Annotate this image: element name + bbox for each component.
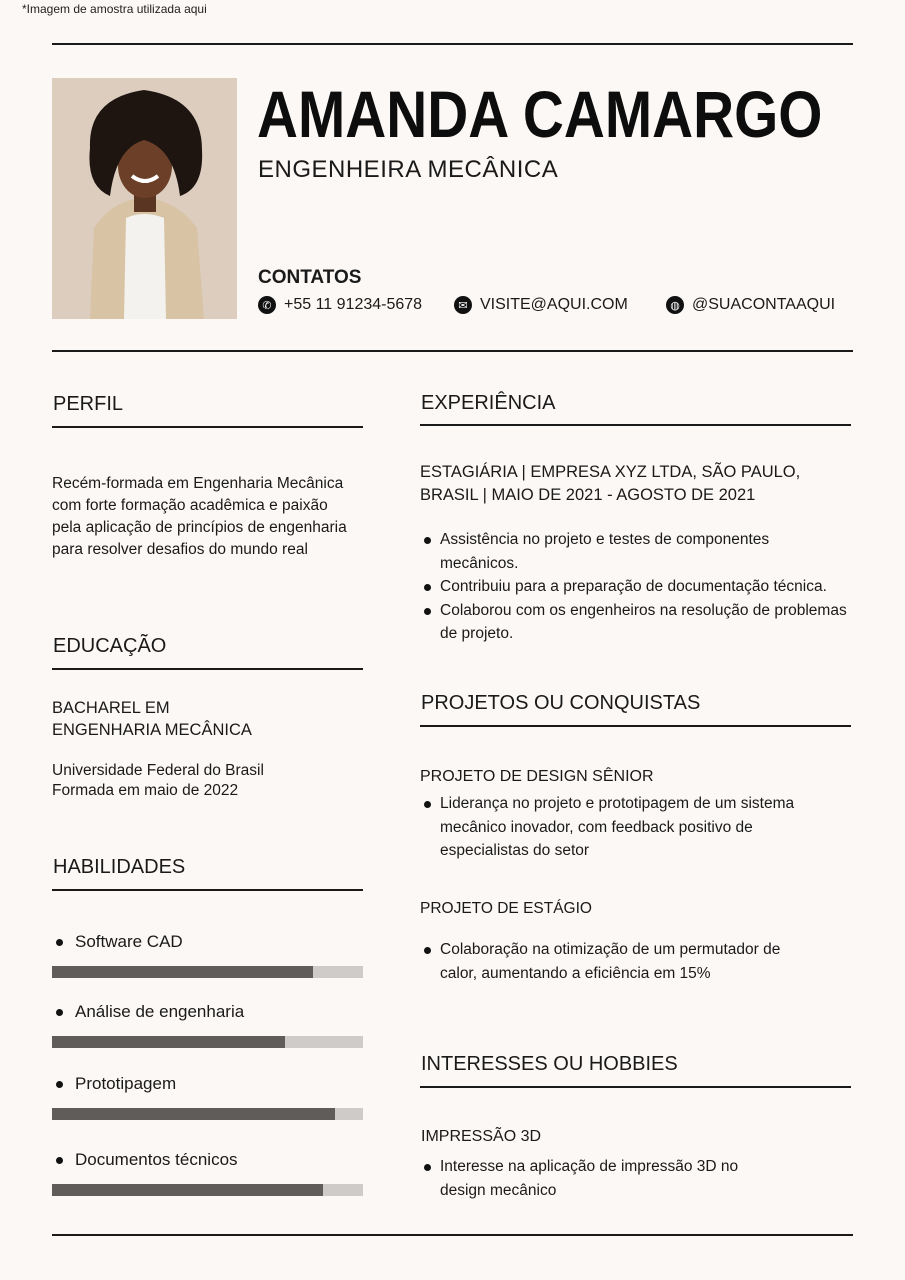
graduation-date: Formada em maio de 2022 [52, 782, 239, 799]
degree-line2: ENGENHARIA MECÂNICA [52, 721, 252, 739]
skill-bar-fill [52, 966, 313, 978]
profile-divider [52, 426, 363, 428]
top-divider [52, 43, 853, 45]
contact-email[interactable] [454, 296, 628, 314]
contact-social[interactable] [666, 296, 835, 314]
profile-text: Recém-formada em Engenharia Mecânica com forte formação acadêmica e paixão pela aplicação de princípios de engenharia para resolver desafios do mundo real [52, 475, 347, 558]
project-bullets [420, 792, 820, 863]
skill-item [52, 932, 183, 952]
list-item: Contribuiu para a preparação de documentação técnica. [420, 575, 852, 599]
contact-phone-text: +55 11 91234-5678 [284, 296, 423, 313]
education-title: EDUCAÇÃO [53, 635, 167, 657]
skill-bar [52, 1108, 363, 1120]
skill-item [52, 1150, 238, 1170]
projects-title: PROJETOS OU CONQUISTAS [421, 692, 701, 714]
skills-title: HABILIDADES [53, 856, 186, 878]
contact-phone[interactable] [258, 296, 422, 314]
hobby-bullets [420, 1155, 750, 1202]
skill-label: Análise de engenharia [75, 1002, 245, 1021]
header-divider [52, 350, 853, 352]
phone-icon: ✆ [258, 296, 276, 314]
list-item: Colaboração na otimização de um permutador de calor, aumentando a eficiência em 15% [420, 938, 820, 985]
contacts-title: CONTATOS [258, 267, 362, 288]
skill-label: Prototipagem [75, 1074, 177, 1093]
education-divider [52, 668, 363, 670]
job-line1: ESTAGIÁRIA | EMPRESA XYZ LTDA, SÃO PAULO, [420, 463, 801, 481]
list-item: Liderança no projeto e prototipagem de um sistema mecânico inovador, com feedback positivo de especialistas do setor [420, 792, 820, 863]
degree-line1: BACHAREL EM [52, 699, 170, 717]
candidate-name: AMANDA CAMARGO [257, 77, 823, 151]
contact-social-text: @SUACONTAAQUI [692, 296, 836, 313]
project-bullets [420, 938, 820, 985]
sample-image-note: *Imagem de amostra utilizada aqui [22, 2, 207, 16]
project-name: PROJETO DE DESIGN SÊNIOR [420, 768, 654, 785]
school-name: Universidade Federal do Brasil [52, 762, 264, 779]
hobbies-divider [420, 1086, 851, 1088]
skill-bar [52, 1184, 363, 1196]
list-item: Assistência no projeto e testes de componentes mecânicos. [420, 528, 810, 575]
list-item: Interesse na aplicação de impressão 3D no design mecânico [420, 1155, 750, 1202]
hobbies-title: INTERESSES OU HOBBIES [421, 1053, 678, 1075]
profile-photo [52, 78, 237, 319]
skill-bar [52, 1036, 363, 1048]
bottom-divider [52, 1234, 853, 1236]
skill-label: Documentos técnicos [75, 1150, 238, 1169]
skill-bar-fill [52, 1036, 285, 1048]
skills-divider [52, 889, 363, 891]
experience-bullets [420, 528, 852, 646]
contact-email-text: VISITE@AQUI.COM [480, 296, 628, 313]
hobby-name: IMPRESSÃO 3D [421, 1128, 542, 1145]
skill-label: Software CAD [75, 932, 183, 951]
experience-divider [420, 424, 851, 426]
list-item: Colaborou com os engenheiros na resolução de problemas de projeto. [420, 599, 852, 646]
candidate-role: ENGENHEIRA MECÂNICA [258, 156, 559, 183]
skill-bar-fill [52, 1108, 335, 1120]
experience-title: EXPERIÊNCIA [421, 392, 556, 414]
projects-divider [420, 725, 851, 727]
skill-item [52, 1002, 244, 1022]
skill-bar-fill [52, 1184, 323, 1196]
globe-icon: ◍ [666, 296, 684, 314]
skill-item [52, 1074, 176, 1094]
job-line2: BRASIL | MAIO DE 2021 - AGOSTO DE 2021 [420, 486, 756, 504]
profile-title: PERFIL [53, 393, 124, 415]
email-icon: ✉ [454, 296, 472, 314]
project-name: PROJETO DE ESTÁGIO [420, 900, 592, 917]
skill-bar [52, 966, 363, 978]
